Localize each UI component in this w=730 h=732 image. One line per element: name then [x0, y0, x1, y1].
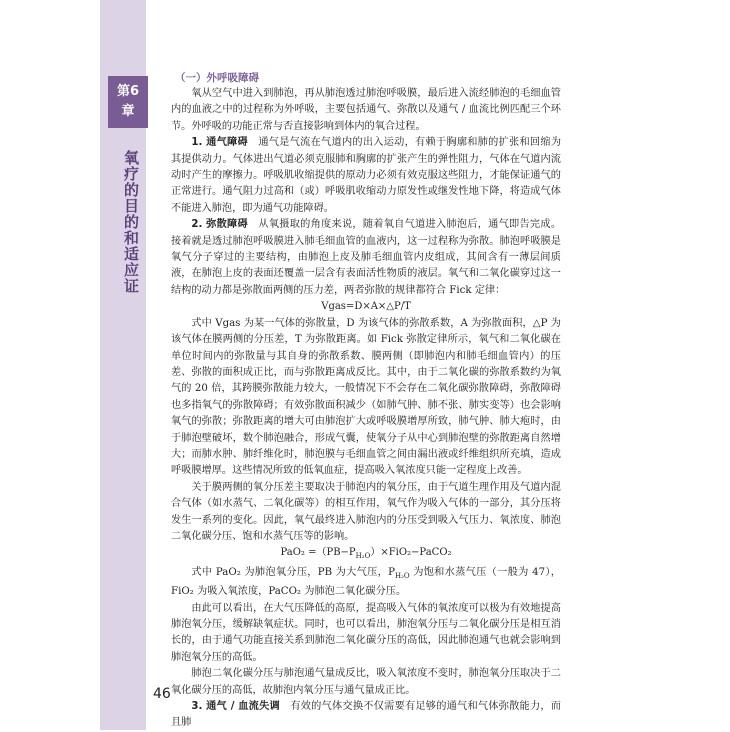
chapter-title: 氧疗的目的和适应证 [122, 150, 140, 294]
paragraph-formula-explain-sub: H₂O [395, 571, 410, 580]
formula-alveolar [171, 545, 561, 564]
paragraph-vq [171, 699, 561, 732]
paragraph-co2: 肺泡二氧化碳分压与肺泡通气量成反比，吸入氧浓度不变时，肺泡氧分压取决于二氧化碳分压的高低，故肺泡内氧分压与通气量成正比。 [171, 668, 561, 696]
paragraph-altitude: 由此可以看出，在大气压降低的高原，提高吸入气体的氧浓度可以极为有效地提高肺泡氧分压，缓解缺氧症状。同时，也可以看出，肺泡氧分压与二氧化碳分压是相互消长的，由于通气功能直接关系到肺泡二氧化碳分压的高低，因此肺泡通气也就会影响到肺泡氧分压的高低。 [171, 602, 561, 663]
paragraph-formula-explain [171, 565, 561, 601]
paragraph-partial-pressure: 关于膜两侧的氧分压差主要取决于肺泡内的氧分压，由于气道生理作用及气道内混合气体（如水蒸气、二氧化碳等）的相互作用，氧气作为吸入气体的一部分，其分压将发生一系列的变化。因此，氧气最终进入肺泡内的分压受到吸入气压力、氧浓度、肺泡二氧化碳分压、饱和水蒸气压等的影响。 [171, 481, 561, 542]
formula-alveolar-sub: H₂O [355, 552, 371, 561]
subheading-ventilation: 1. 通气障碍 [191, 137, 248, 149]
paragraph-formula-explain-a: 式中 PaO₂ 为肺泡氧分压，PB 为大气压，P [191, 566, 395, 578]
chapter-tab [108, 76, 148, 128]
chapter-label: 章 [121, 104, 135, 119]
paragraph-diffusion-text: 从氧摄取的角度来说，随着氧自气道进入肺泡后，通气即告完成。接着就是透过肺泡呼吸膜进入肺毛细血管的血液内，这一过程称为弥散。肺泡呼吸膜是氧气分子穿过的主要结构，由肺泡上皮及肺毛细血管内皮组成，其间含有一薄层间质液，在肺泡上皮的表面还覆盖一层含有表面活性物质的液层。氧气和二氧化碳穿过这一结构的动力都是弥散面两侧的压力差，两者弥散的规律都符合 Fick 定律： [171, 219, 562, 296]
page-content [171, 70, 561, 732]
subheading-vq: 3. 通气 / 血流失调 [191, 701, 280, 713]
formula-alveolar-part1: PaO₂ =（PB−P [280, 547, 356, 559]
paragraph-ventilation-text: 通气是气流在气道内的出入运动，有赖于胸廓和肺的扩张和回缩为其提供动力。气体进出气道必须克服肺和胸廓的扩张产生的弹性阻力，气体在气道内流动时产生的摩擦力。呼吸肌收缩提供的原动力必须有效克服这些阻力，才能保证通气的正常进行。通气阻力过高和（或）呼吸肌收缩动力原发性或继发性地下降，将造成气体不能进入肺泡，即为通气功能障碍。 [171, 137, 562, 214]
page-number: 46 [153, 686, 171, 702]
paragraph-formula-explain-b: 为饱和水蒸气压（一般为 47），FiO₂ 为吸入氧浓度，PaCO₂ 为肺泡二氧化碳分压。 [171, 566, 561, 598]
paragraph-vq-text: 有效的气体交换不仅需要有足够的通气和气体弥散能力，而且肺 [171, 701, 561, 729]
section-heading: （一）外呼吸障碍 [175, 72, 259, 84]
paragraph-intro: 氧从空气中进入到肺泡，再从肺泡透过肺泡呼吸膜，最后进入流经肺泡的毛细血管内的血液之中的过程称为外呼吸，主要包括通气、弥散以及通气 / 血流比例匹配三个环节。外呼吸的功能正常与否直接影响到体内的氧合过程。 [171, 88, 561, 132]
chapter-number: 第6 [116, 84, 140, 99]
paragraph-fick-explain: 式中 Vgas 为某一气体的弥散量，D 为该气体的弥散系数，A 为弥散面积，△P 为该气体在膜两侧的分压差，T 为弥散距离。如 Fick 弥散定律所示，氧气和二氧化碳在单位时间内的弥散量与其自身的弥散系数、膜两侧（即肺泡内和肺毛细血管内）的压差、弥散的面积成正比，而与弥散距离成反比。其中，由于二氧化碳的弥散系数约为氧气的 20 倍，其跨膜弥散能力较大，一般情况下不会存在二氧化碳弥散障碍，弥散障碍也多指氧气的弥散障碍；有效弥散面积减少（如肺气肿、肺不张、肺实变等）也会影响氧气的弥散；弥散距离的增大可由肺泡扩大或呼吸膜增厚所致，肺气肿、肺大疱时，由于肺泡壁破坏，数个肺泡融合，形成气囊，使氧分子从中心到肺泡壁的弥散距离自然增大；而肺水肿、肺纤维化时，肺泡膜与毛细血管之间由漏出液或纤维组织所充填，造成呼吸膜增厚。这些情况所致的低氧血症，提高吸入氧浓度只能一定程度上改善。 [171, 317, 561, 477]
subheading-diffusion: 2. 弥散障碍 [191, 219, 248, 231]
paragraph-ventilation [171, 135, 561, 217]
paragraph-diffusion [171, 217, 561, 299]
formula-alveolar-part2: ）×FiO₂−PaCO₂ [370, 547, 452, 559]
formula-fick: Vgas=D×A×△P/T [321, 301, 411, 313]
